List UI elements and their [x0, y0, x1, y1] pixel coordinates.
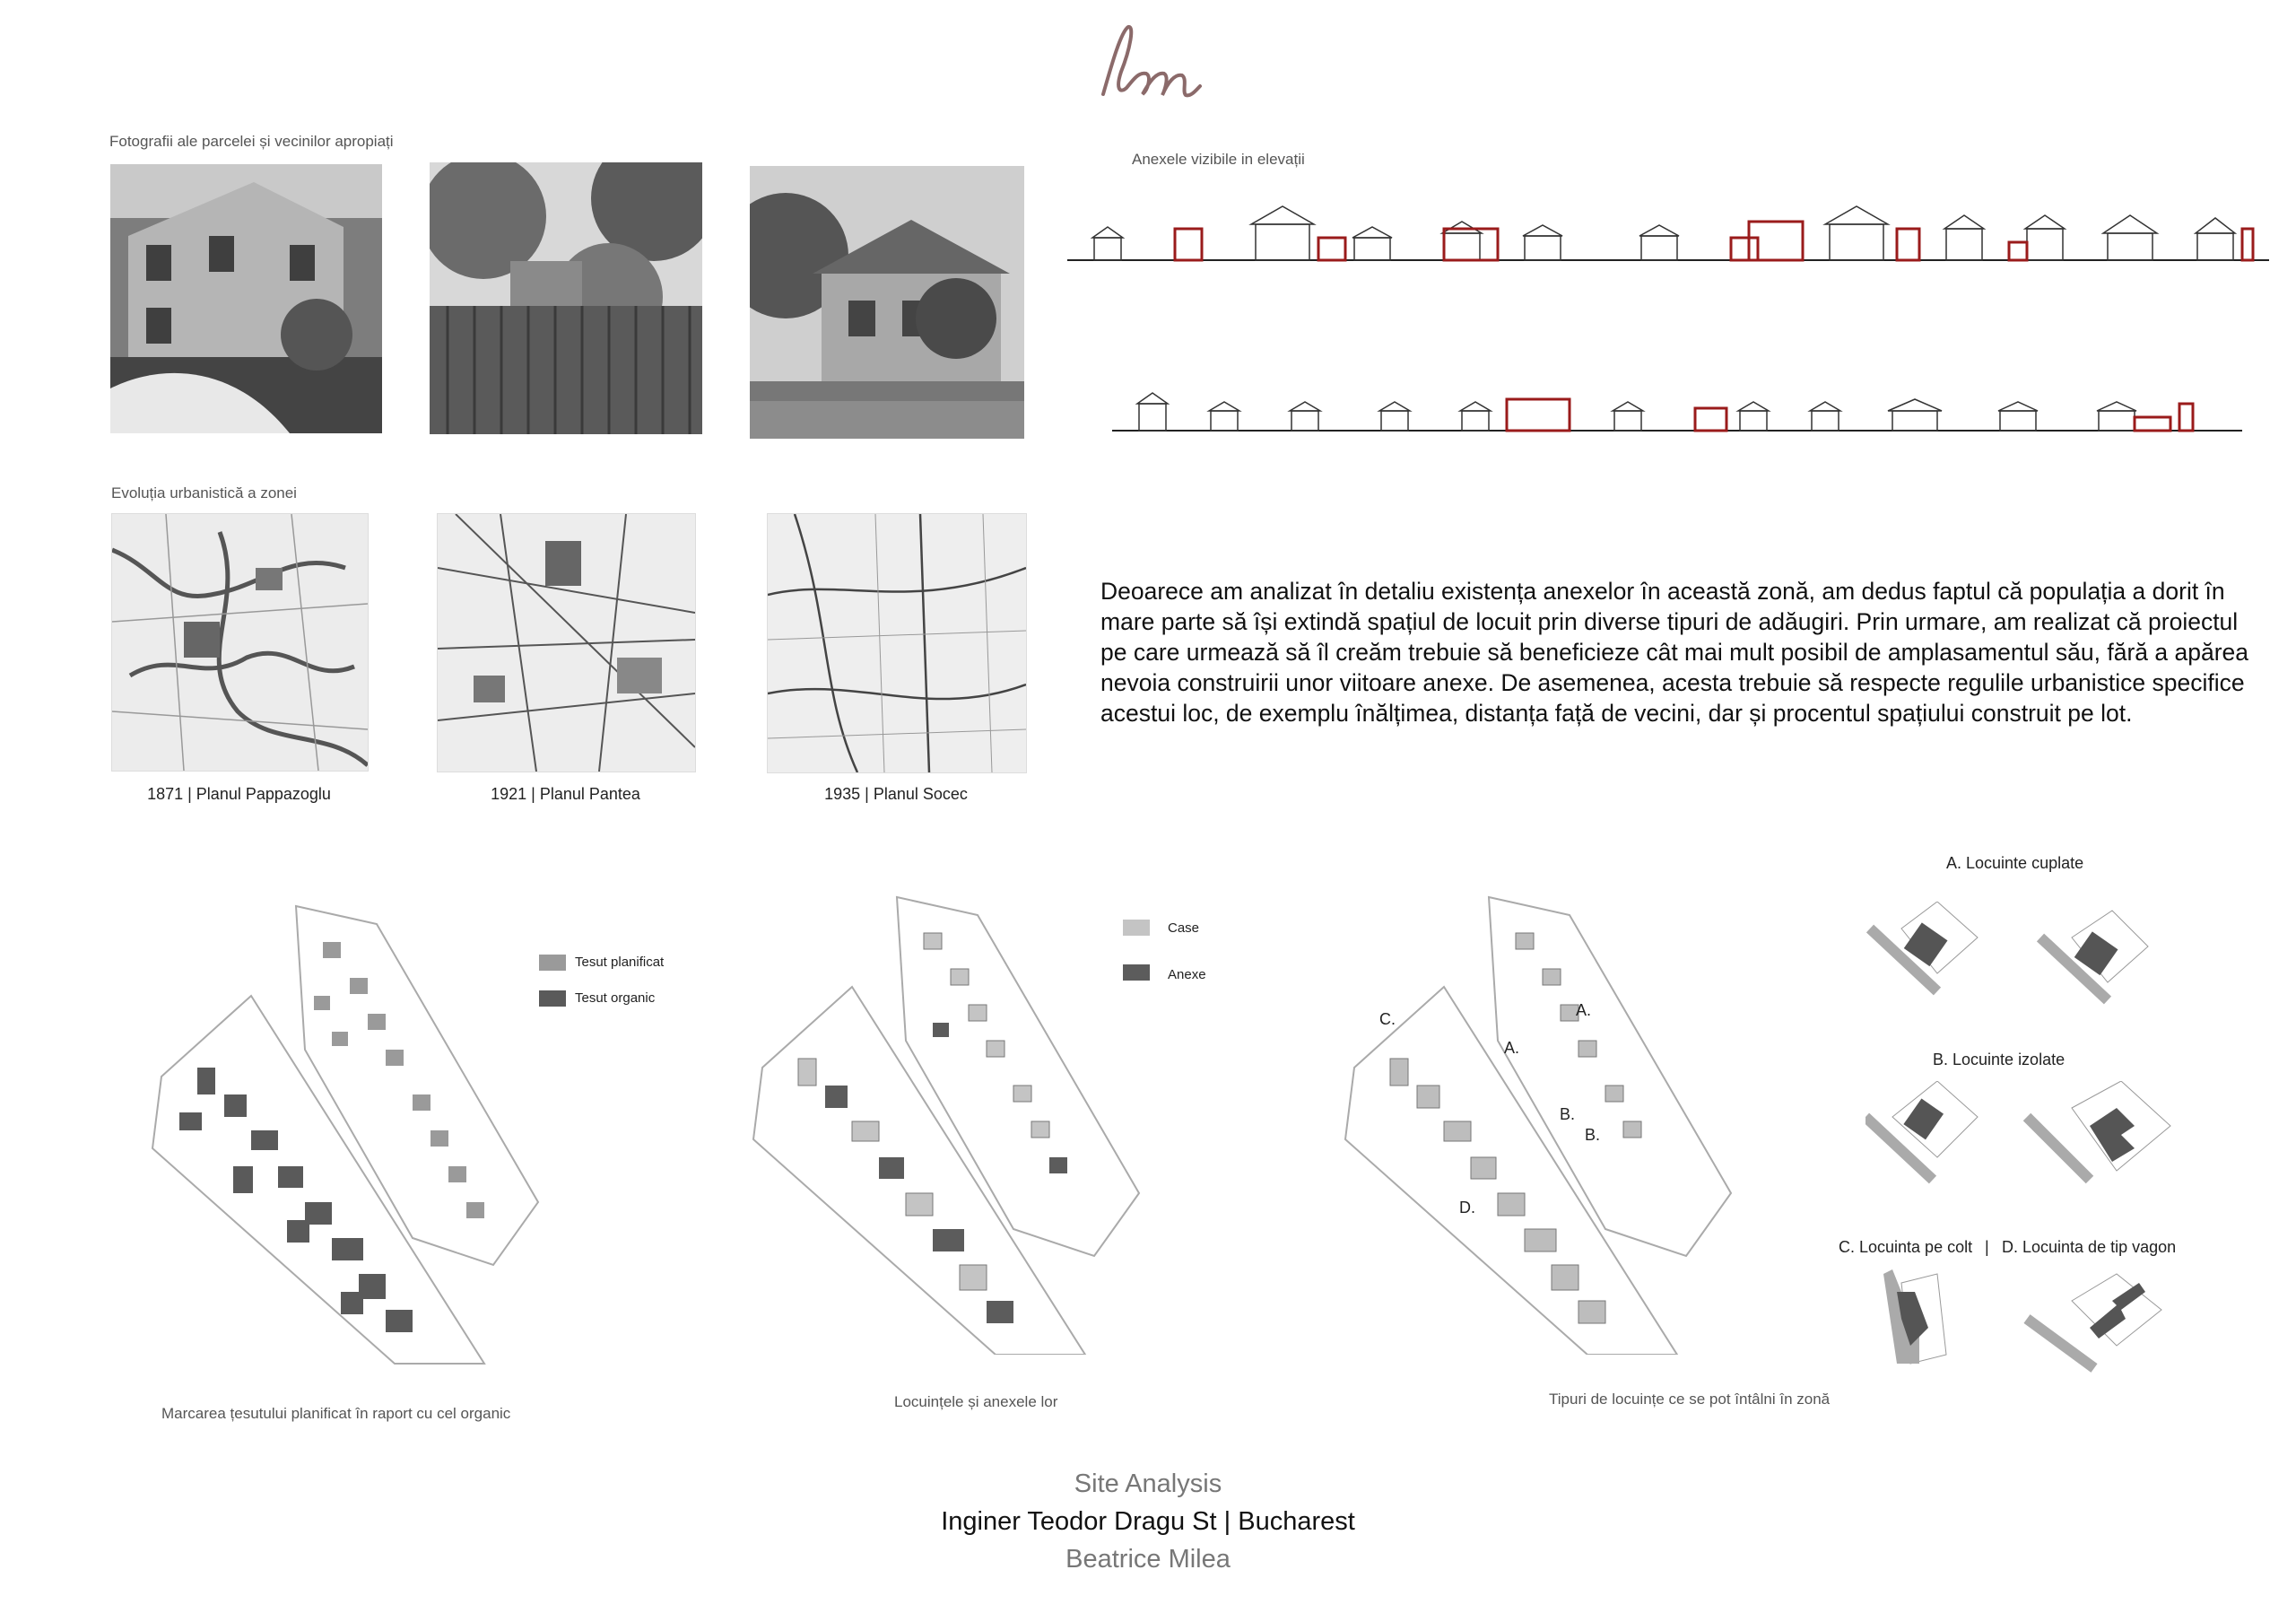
typology-cd-diagrams [1866, 1265, 2206, 1382]
legend-label-planned: Tesut planificat [575, 955, 665, 970]
footer-site-name: Inginer Teodor Dragu St | Bucharest [941, 1507, 1355, 1536]
legend-label-annexes: Anexe [1168, 967, 1206, 982]
photos-title: Fotografii ale parcelei și vecinilor apropiați [109, 133, 394, 150]
map-1935-label: 1935 | Planul Socec [824, 785, 968, 803]
plan-2-caption: Locuințele și anexele lor [894, 1393, 1058, 1410]
typology-separator: | [1985, 1238, 1989, 1256]
site-photo-2 [430, 162, 702, 434]
bm-monogram-logo [1085, 9, 1220, 108]
legend-label-organic: Tesut organic [575, 990, 656, 1006]
historic-map-1871 [111, 513, 369, 772]
marker-b-2: B. [1585, 1126, 1601, 1144]
typology-c-label: C. Locuinta pe colt [1839, 1238, 1973, 1256]
historic-map-1921 [437, 513, 696, 772]
typology-a-label: A. Locuinte cuplate [1946, 854, 2084, 872]
marker-d: D. [1459, 1199, 1475, 1216]
plan-1-caption: Marcarea țesutului planificat în raport cu cel organic [161, 1405, 511, 1422]
typology-d-label: D. Locuinta de tip vagon [2002, 1238, 2177, 1256]
plan-3-caption: Tipuri de locuințe ce se pot întâlni în zonă [1549, 1391, 1831, 1408]
legend-swatch-planned [539, 955, 566, 971]
marker-a-2: A. [1504, 1039, 1520, 1057]
elevations-title: Anexele vizibile in elevații [1132, 151, 1305, 168]
legend-swatch-houses [1123, 920, 1150, 936]
marker-c: C. [1379, 1010, 1396, 1028]
typology-b-diagrams [1866, 1081, 2206, 1189]
houses-annexes-plan [744, 888, 1184, 1355]
marker-a-1: A. [1576, 1001, 1592, 1019]
site-photo-3 [750, 166, 1024, 439]
map-1921-label: 1921 | Planul Pantea [491, 785, 640, 803]
street-elevation-2 [1112, 386, 2242, 440]
legend-swatch-annexes [1123, 964, 1150, 981]
evolution-title: Evoluția urbanistică a zonei [111, 484, 297, 501]
housing-types-plan [1336, 888, 1758, 1355]
typology-a-diagrams [1866, 902, 2206, 1009]
legend-label-houses: Case [1168, 920, 1200, 936]
marker-b-1: B. [1560, 1105, 1576, 1123]
footer-subtitle: Site Analysis [1074, 1469, 1222, 1498]
footer-author: Beatrice Milea [1065, 1545, 1231, 1574]
typology-b-label: B. Locuinte izolate [1933, 1051, 2066, 1068]
site-photo-1 [110, 164, 382, 433]
analysis-paragraph: Deoarece am analizat în detaliu existența anexelor în această zonă, am dedus faptul că populația a dorit în mare parte să își extindă spațiul de locuit prin diverse tipuri de adăugiri. Prin urmare, am realizat că proiectul pe care urmează să îl creăm trebuie să beneficieze cât mai mult posibil de amplasamentul său, fără a apărea nevoia construirii unor viitoare anexe. De asemenea, acesta trebuie să respecte regulile urbanistice specifice acestui loc, de exemplu înălțimea, distanța față de vecini, dar și procentul spațiului construit pe lot. [1100, 578, 2249, 727]
legend-swatch-organic [539, 990, 566, 1007]
street-elevation-1 [1067, 202, 2269, 274]
historic-map-1935 [767, 513, 1027, 773]
urban-fabric-plan [144, 897, 592, 1373]
map-1871-label: 1871 | Planul Pappazoglu [147, 785, 331, 803]
